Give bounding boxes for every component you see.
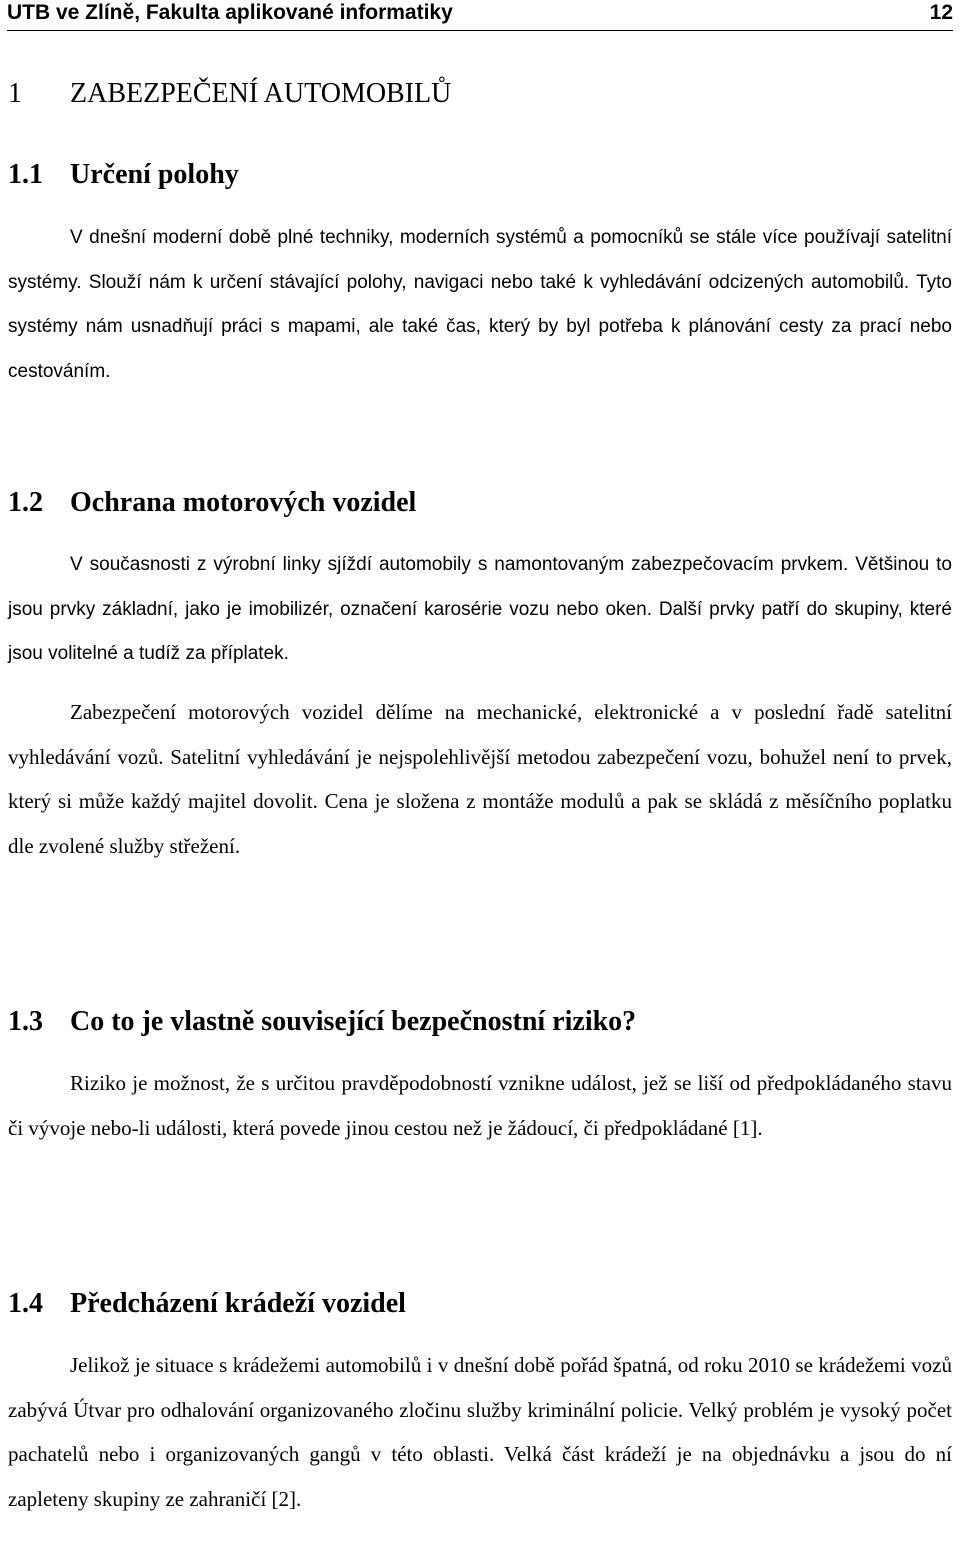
section-heading: [8, 155, 239, 195]
body-paragraph: Riziko je možnost, že s určitou pravděpodobností vznikne událost, jež se liší od předpokládaného stavu či vývoje nebo-li události, která povede jinou cestou než je žádoucí, či předpokládané [1].: [8, 1071, 952, 1140]
body-paragraph: V současnosti z výrobní linky sjíždí automobily s namontovaným zabezpečovacím prvkem. Většinou to jsou prvky základní, jako je imobilizér, označení karosérie vozu nebo oken. Další prvky patří do skupiny, které jsou volitelné a tudíž za příplatek.: [8, 554, 952, 664]
section-number: 1.3: [8, 1006, 43, 1037]
section-title: Určení polohy: [70, 159, 239, 190]
section-heading: [8, 483, 416, 523]
page-number: 12: [929, 1, 953, 24]
section-heading: [8, 1284, 406, 1324]
chapter-title: ZABEZPEČENÍ AUTOMOBILŮ: [70, 78, 452, 109]
section-heading: [8, 1002, 636, 1042]
chapter-number: 1: [8, 78, 22, 109]
running-header: [7, 0, 953, 31]
section-title: Předcházení krádeží vozidel: [70, 1288, 406, 1319]
section-number: 1.2: [8, 487, 43, 518]
header-title: UTB ve Zlíně, Fakulta aplikované informatiky: [7, 1, 453, 24]
section-title: Co to je vlastně související bezpečnostní riziko?: [70, 1006, 637, 1037]
chapter-heading: [8, 74, 451, 114]
body-paragraph: Jelikož je situace s krádežemi automobilů i v dnešní době pořád špatná, od roku 2010 se krádežemi vozů zabývá Útvar pro odhalování organizovaného zločinu služby kriminální policie. Velký problém je vysoký počet pachatelů nebo i organizovaných gangů v této oblasti. Velká část krádeží je na objednávku a jsou do ní zapleteny skupiny ze zahraničí [2].: [8, 1353, 952, 1511]
body-paragraph: Zabezpečení motorových vozidel dělíme na mechanické, elektronické a v poslední řadě satelitní vyhledávání vozů. Satelitní vyhledávání je nejspolehlivější metodou zabezpečení vozu, bohužel není to prvek, který si může každý majitel dovolit. Cena je složena z montáže modulů a pak se skládá z měsíčního poplatku dle zvolené služby střežení.: [8, 700, 952, 858]
body-paragraph: V dnešní moderní době plné techniky, moderních systémů a pomocníků se stále více používají satelitní systémy. Slouží nám k určení stávající polohy, navigaci nebo také k vyhledávání odcizených automobilů. Tyto systémy nám usnadňují práci s mapami, ale také čas, který by byl potřeba k plánování cesty za prací nebo cestováním.: [8, 227, 952, 382]
section-title: Ochrana motorových vozidel: [70, 487, 417, 518]
section-number: 1.4: [8, 1288, 43, 1319]
section-number: 1.1: [8, 159, 43, 190]
